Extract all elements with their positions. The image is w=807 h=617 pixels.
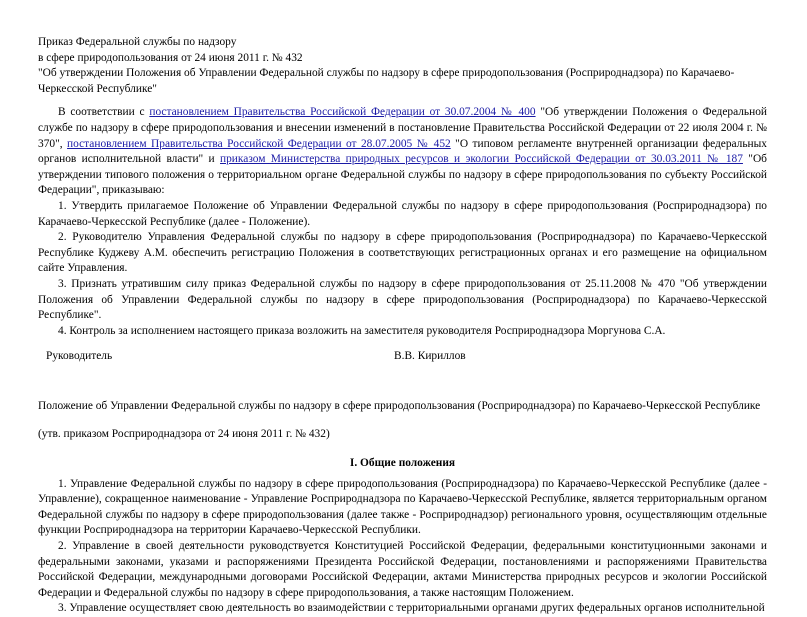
- section-paragraph-3: 3. Управление осуществляет свою деятельность во взаимодействии с территориальными органами других федеральных органов исполнительной: [58, 602, 765, 615]
- preamble-paragraph: [38, 105, 767, 199]
- order-item-1: 1. Утвердить прилагаемое Положение об Управлении Федеральной службы по надзору в сфере природопользования (Росприроднадзора) по Карачаево-Черкесской Республике (далее - Положение).: [38, 199, 767, 228]
- section-heading: I. Общие положения: [349, 457, 456, 470]
- preamble-text-4: "Об утверждении типового положения о территориальном органе Федеральной службы по надзору в сфере природопользования по субъекту Российской Федерации", приказываю:: [38, 153, 767, 197]
- preamble-text-2: "Об утверждении Положения о Федеральной службе по надзору в сфере природопользования и внесении изменений в постановление Правительства Российской Федерации от 22 июля 2004 г. № 370",: [38, 106, 767, 150]
- header-line-3: "Об утверждении Положения об Управлении Федеральной службы по надзору в сфере природопользования (Росприроднадзора) по Карачаево-: [38, 67, 735, 80]
- order-187-link[interactable]: приказом Министерства природных ресурсов и экологии Российской Федерации от 30.03.2011 № 187: [220, 153, 743, 166]
- signature-name: В.В. Кириллов: [394, 350, 466, 363]
- section-paragraph-2: 2. Управление в своей деятельности руководствуется Конституцией Российской Федерации, федеральными конституционными законами и федеральными законами, указами и распоряжениями Президента Российской Федерации, постановлениями и распоряжениями Правительства Российской Федерации, международными договорами Российской Федерации, актами Министерства природных ресурсов и экологии Российской Федерации и Федеральной службы по надзору в сфере природопользования, а также настоящим Положением.: [38, 540, 767, 599]
- header-line-4: Черкесской Республике": [38, 82, 157, 95]
- annex-approved-note: (утв. приказом Росприроднадзора от 24 июня 2011 г. № 432): [38, 428, 330, 441]
- document-header: [38, 35, 767, 97]
- decree-400-link[interactable]: постановлением Правительства Российской Федерации от 30.07.2004 № 400: [149, 106, 536, 119]
- decree-452-link[interactable]: постановлением Правительства Российской Федерации от 28.07.2005 № 452: [67, 137, 451, 150]
- order-item-2: 2. Руководителю Управления Федеральной службы по надзору в сфере природопользования (Росприроднадзора) по Карачаево-Черкесской Республике Куджеву А.М. обеспечить регистрацию Положения в соответствующих регистрационных органах и его размещение на официальном сайте Управления.: [38, 231, 767, 275]
- header-line-1: Приказ Федеральной службы по надзору: [38, 36, 237, 48]
- preamble-text-1: В соответствии с: [58, 106, 150, 119]
- order-item-3: 3. Признать утратившим силу приказ Федеральной службы по надзору в сфере природопользования от 25.11.2008 № 470 "Об утверждении Положения об Управлении Федеральной службы по надзору в сфере природопользования (Росприроднадзора) по Карачаево-Черкесской Республике".: [38, 277, 767, 322]
- header-line-2: в сфере природопользования от 24 июня 2011 г. № 432: [38, 51, 303, 64]
- document-page: [38, 35, 767, 617]
- signature-block: [38, 349, 767, 365]
- section-paragraph-1: 1. Управление Федеральной службы по надзору в сфере природопользования (Росприроднадзора) по Карачаево-Черкесской Республике (далее - Управление), сокращенное наименование - Управление Росприроднадзора по Карачаево-Черкесской Республике, является территориальным органом Федеральной службы по надзору в сфере природопользования (далее также - Росприроднадзор) регионального уровня, осуществляющим отдельные функции Росприроднадзора на территории Карачаево-Черкесской Республики.: [38, 477, 767, 537]
- preamble-text-3: "О типовом регламенте внутренней организации федеральных органов исполнительной власти" и: [38, 137, 768, 166]
- annex-title: Положение об Управлении Федеральной службы по надзору в сфере природопользования (Росприроднадзора) по Карачаево-Черкесской Республике: [38, 399, 761, 412]
- order-item-4: 4. Контроль за исполнением настоящего приказа возложить на заместителя руководителя Росприроднадзора Моргунова С.А.: [58, 324, 666, 337]
- signature-role: Руководитель: [46, 350, 113, 363]
